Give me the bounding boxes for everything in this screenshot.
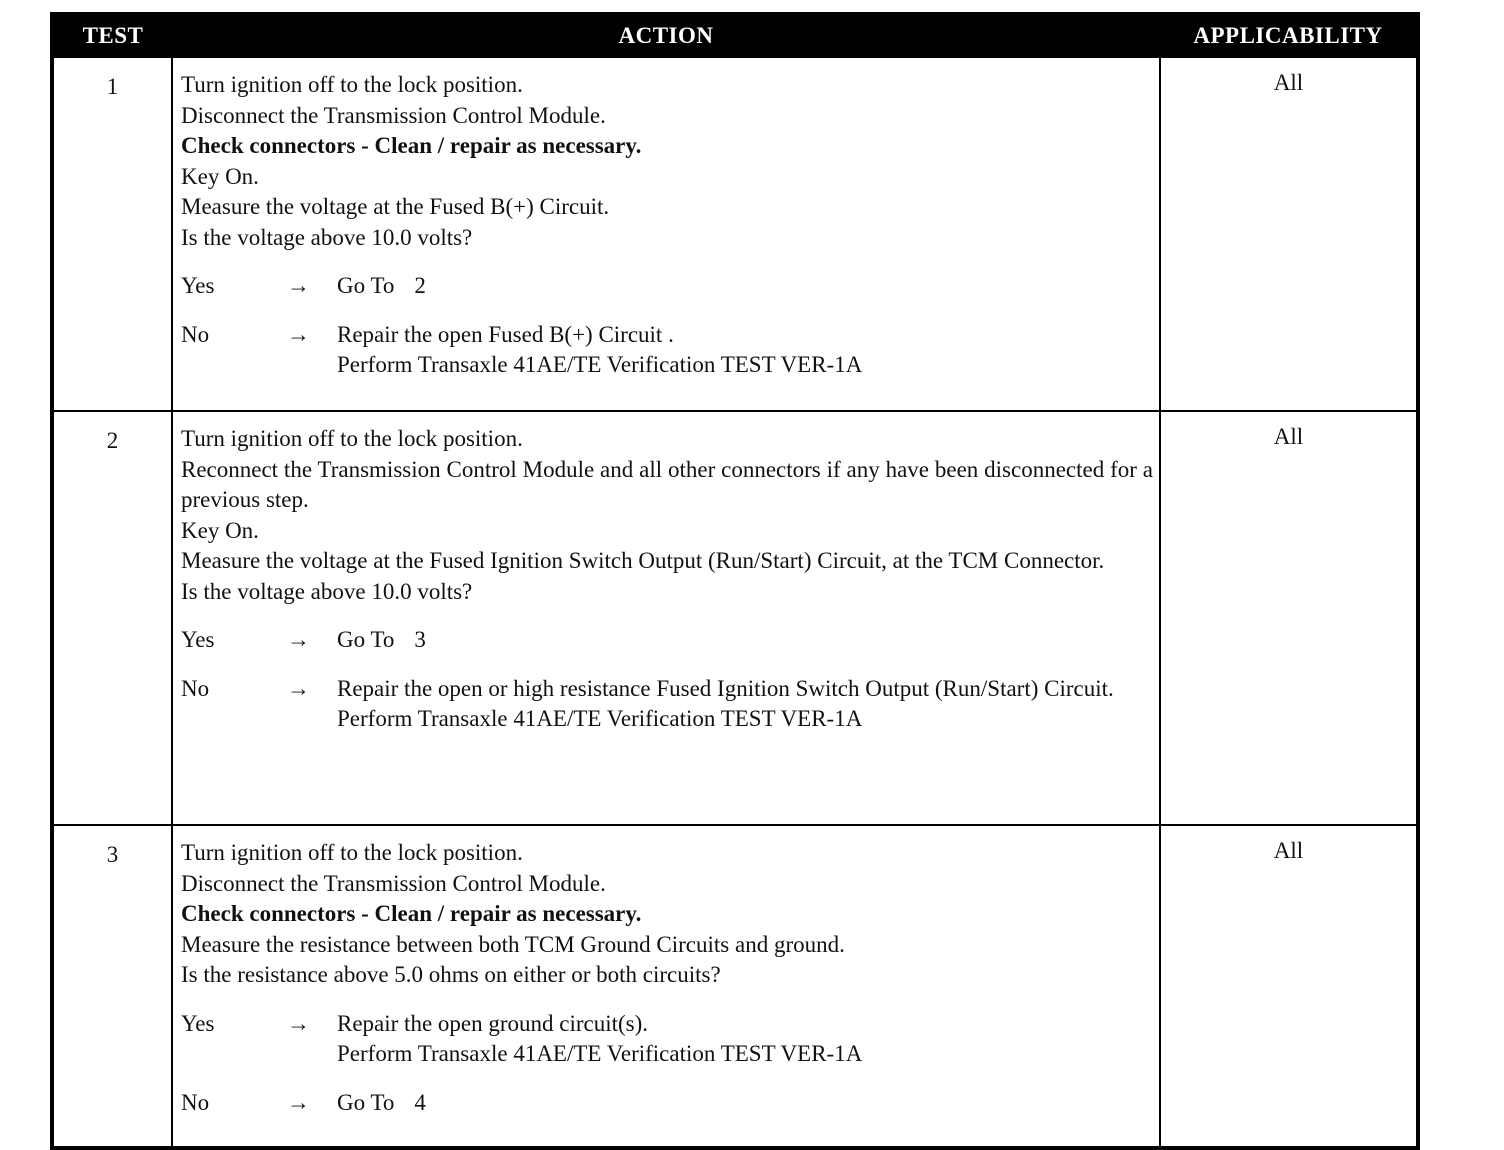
goto-number: 3 — [414, 627, 426, 652]
action-step: Turn ignition off to the lock position. — [181, 426, 523, 451]
no-result — [337, 1088, 1153, 1119]
arrow-right-icon: → — [287, 273, 310, 298]
arrow-right-icon: → — [287, 1089, 310, 1115]
goto-label: Go To — [337, 627, 395, 652]
test-number: 3 — [52, 825, 172, 1148]
result-line: Perform Transaxle 41AE/TE Verification TEST VER-1A — [337, 352, 863, 377]
action-question: Is the resistance above 5.0 ohms on either or both circuits? — [181, 962, 721, 987]
yes-branch — [181, 1009, 1153, 1070]
goto-number: 2 — [414, 273, 426, 298]
no-branch — [181, 1088, 1153, 1119]
action-step: Key On. — [181, 517, 259, 543]
table-header-row — [52, 14, 1418, 57]
no-label: No — [181, 321, 210, 347]
no-branch — [181, 674, 1153, 735]
header-test: TEST — [52, 14, 172, 57]
diagnostic-test-table — [50, 12, 1420, 1150]
yes-result — [337, 271, 1153, 302]
no-result — [337, 674, 1153, 735]
result-line: Perform Transaxle 41AE/TE Verification TEST VER-1A — [337, 706, 863, 731]
no-branch — [181, 320, 1153, 381]
test-number: 1 — [52, 57, 172, 411]
header-applicability: APPLICABILITY — [1160, 14, 1418, 57]
yes-label: Yes — [181, 1010, 215, 1036]
test-row-3 — [52, 825, 1418, 1148]
action-step: Measure the voltage at the Fused B(+) Circuit. — [181, 194, 610, 219]
action-step: Reconnect the Transmission Control Module and all other connectors if any have been disconnected for a previous step. — [181, 456, 1153, 512]
action-step: Disconnect the Transmission Control Module. — [181, 102, 606, 128]
test-action — [172, 411, 1160, 825]
yes-label: Yes — [181, 627, 215, 652]
action-question: Is the voltage above 10.0 volts? — [181, 578, 473, 604]
action-step: Measure the voltage at the Fused Ignition Switch Output (Run/Start) Circuit, at the TCM Connector. — [181, 548, 1105, 573]
action-step: Turn ignition off to the lock position. — [181, 72, 523, 97]
yes-result — [337, 625, 1153, 656]
test-applicability: All — [1160, 57, 1418, 411]
test-action — [172, 57, 1160, 411]
arrow-right-icon: → — [287, 321, 310, 347]
test-applicability: All — [1160, 411, 1418, 825]
test-row-1 — [52, 57, 1418, 411]
result-line: Repair the open ground circuit(s). — [337, 1010, 649, 1036]
test-applicability: All — [1160, 825, 1418, 1148]
yes-branch — [181, 625, 1153, 656]
result-line: Perform Transaxle 41AE/TE Verification TEST VER-1A — [337, 1041, 863, 1066]
action-step: Turn ignition off to the lock position. — [181, 840, 523, 865]
goto-label: Go To — [337, 1089, 395, 1115]
action-step-emphasis: Check connectors - Clean / repair as necessary. — [181, 901, 642, 926]
yes-label: Yes — [181, 273, 215, 298]
arrow-right-icon: → — [287, 1010, 310, 1036]
yes-result — [337, 1009, 1153, 1070]
result-line: Repair the open or high resistance Fused Ignition Switch Output (Run/Start) Circuit. — [337, 675, 1114, 701]
no-result — [337, 320, 1153, 381]
yes-branch — [181, 271, 1153, 302]
goto-number: 4 — [414, 1089, 426, 1115]
test-row-2 — [52, 411, 1418, 825]
result-line: Repair the open Fused B(+) Circuit . — [337, 321, 674, 347]
action-step: Measure the resistance between both TCM Ground Circuits and ground. — [181, 931, 845, 957]
test-action — [172, 825, 1160, 1148]
no-label: No — [181, 675, 210, 701]
arrow-right-icon: → — [287, 627, 310, 652]
action-step: Key On. — [181, 163, 259, 189]
diagnostic-page — [50, 12, 1416, 1115]
arrow-right-icon: → — [287, 675, 310, 701]
action-step-emphasis: Check connectors - Clean / repair as necessary. — [181, 133, 642, 158]
action-question: Is the voltage above 10.0 volts? — [181, 224, 473, 250]
no-label: No — [181, 1089, 210, 1115]
header-action: ACTION — [172, 14, 1160, 57]
test-number: 2 — [52, 411, 172, 825]
action-step: Disconnect the Transmission Control Module. — [181, 870, 606, 896]
goto-label: Go To — [337, 273, 395, 298]
